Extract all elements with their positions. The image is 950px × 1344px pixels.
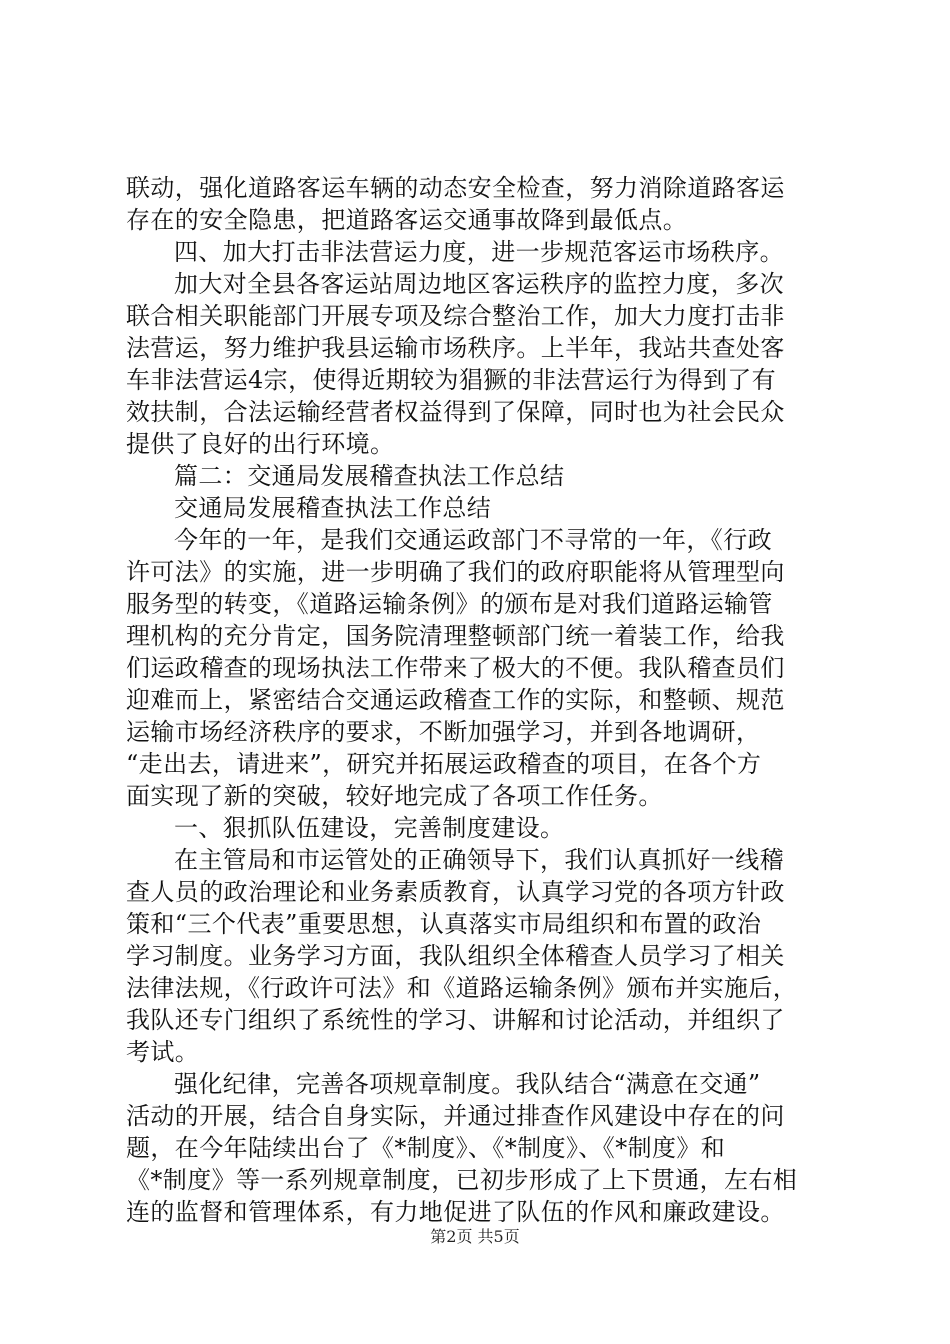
text-line: 连的监督和管理体系，有力地促进了队伍的作风和廉政建设。	[126, 1198, 785, 1226]
text-line: “走出去，请进来”，研究并拓展运政稽查的项目，在各个方	[126, 750, 762, 778]
text-line: 提供了良好的出行环境。	[126, 430, 395, 458]
text-line: 在主管局和市运管处的正确领导下，我们认真抓好一线稽	[174, 846, 784, 874]
text-line: 活动的开展，结合自身实际，并通过排查作风建设中存在的问	[126, 1102, 785, 1130]
text-line: 车非法营运4宗，使得近期较为猖獗的非法营运行为得到了有	[126, 366, 777, 394]
text-line: 强化纪律，完善各项规章制度。我队结合“满意在交通”	[174, 1070, 761, 1098]
text-line: 法营运，努力维护我县运输市场秩序。上半年，我站共查处客	[126, 334, 785, 362]
section-heading: 四、加大打击非法营运力度，进一步规范客运市场秩序。	[174, 238, 784, 266]
text-line: 《*制度》等一系列规章制度，已初步形成了上下贯通，左右相	[126, 1166, 798, 1194]
text-line: 我队还专门组织了系统性的学习、讲解和讨论活动，并组织了	[126, 1006, 785, 1034]
text-line: 迎难而上，紧密结合交通运政稽查工作的实际，和整顿、规范	[126, 686, 785, 714]
page-number-footer: 第2页 共5页	[430, 1227, 520, 1246]
text-line: 题，在今年陆续出台了《*制度》、《*制度》、《*制度》和	[126, 1134, 726, 1162]
article-title: 交通局发展稽查执法工作总结	[174, 494, 492, 522]
text-line: 效扶制，合法运输经营者权益得到了保障，同时也为社会民众	[126, 398, 785, 426]
text-line: 考试。	[126, 1038, 200, 1066]
text-line: 面实现了新的突破，较好地完成了各项工作任务。	[126, 782, 663, 810]
chapter-heading: 篇二：交通局发展稽查执法工作总结	[174, 462, 565, 490]
text-line: 学习制度。业务学习方面，我队组织全体稽查人员学习了相关	[126, 942, 785, 970]
text-line: 存在的安全隐患，把道路客运交通事故降到最低点。	[126, 206, 688, 234]
text-line: 服务型的转变，《道路运输条例》的颁布是对我们道路运输管	[126, 590, 773, 618]
text-line: 们运政稽查的现场执法工作带来了极大的不便。我队稽查员们	[126, 654, 785, 682]
text-line: 运输市场经济秩序的要求，不断加强学习，并到各地调研，	[126, 718, 761, 746]
text-line: 理机构的充分肯定，国务院清理整顿部门统一着装工作，给我	[126, 622, 785, 650]
text-line: 今年的一年，是我们交通运政部门不寻常的一年，《行政	[174, 526, 772, 554]
text-line: 许可法》的实施，进一步明确了我们的政府职能将从管理型向	[126, 558, 785, 586]
section-heading: 一、狠抓队伍建设，完善制度建设。	[174, 814, 565, 842]
text-line: 联合相关职能部门开展专项及综合整治工作，加大力度打击非	[126, 302, 785, 330]
text-line: 加大对全县各客运站周边地区客运秩序的监控力度，多次	[174, 270, 784, 298]
text-line: 查人员的政治理论和业务素质教育，认真学习党的各项方针政	[126, 878, 785, 906]
text-line: 策和“三个代表”重要思想，认真落实市局组织和布置的政治	[126, 910, 762, 938]
text-line: 法律法规，《行政许可法》和《道路运输条例》颁布并实施后，	[126, 974, 798, 1002]
document-body	[126, 172, 826, 1228]
text-line: 联动，强化道路客运车辆的动态安全检查，努力消除道路客运	[126, 174, 785, 202]
